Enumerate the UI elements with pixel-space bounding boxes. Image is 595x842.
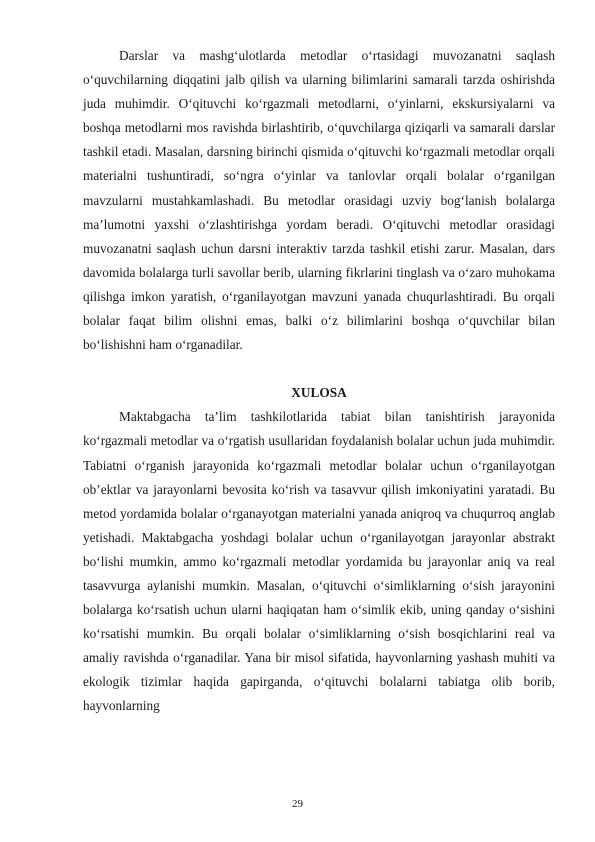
page-body (83, 44, 555, 719)
section-heading: XULOSA (291, 385, 347, 401)
paragraph-spacer (83, 357, 555, 381)
body-paragraph: Maktabgacha ta’lim tashkilotlarida tabiat bilan tanishtirish jarayonida ko‘rgazmali metodlar va o‘rgatish usullaridan foydalanish bolalar uchun juda muhimdir. Tabiatni o‘rganish jarayonida ko‘rgazmali metodlar bolalar uchun o‘rganilayotgan ob’ektlar va jarayonlarni bevosita ko‘rish va tasavvur qilish imkoniyatini yaratadi. Bu metod yordamida bolalar o‘rganayotgan materialni yanada aniqroq va chuqurroq anglab yetishadi. Maktabgacha yoshdagi bolalar uchun o‘rganilayotgan jarayonlar abstrakt bo‘lishi mumkin, ammo ko‘rgazmali metodlar yordamida bu jarayonlar aniq va real tasavvurga aylanishi mumkin. Masalan, o‘qituvchi o‘simliklarning o‘sish jarayonini bolalarga ko‘rsatish uchun ularni haqiqatan ham o‘simlik ekib, uning qanday o‘sishini ko‘rsatishi mumkin. Bu orqali bolalar o‘simliklarning o‘sish bosqichlarini real va amaliy ravishda o‘rganadilar. Yana bir misol sifatida, hayvonlarning yashash muhiti va ekologik tizimlar haqida gapirganda, o‘qituvchi bolalarni tabiatga olib borib, hayvonlarning (83, 409, 555, 714)
body-paragraph: Darslar va mashg‘ulotlarda metodlar o‘rtasidagi muvozanatni saqlash o‘quvchilarning diqqatini jalb qilish va ularning bilimlarini samarali tarzda oshirishda juda muhimdir. O‘qituvchi ko‘rgazmali metodlarni, o‘yinlarni, ekskursiyalarni va boshqa metodlarni mos ravishda birlashtirib, o‘quvchilarga qiziqarli va samarali darslar tashkil etadi. Masalan, darsning birinchi qismida o‘qituvchi ko‘rgazmali metodlar orqali materialni tushuntiradi, so‘ngra o‘yinlar va tanlovlar orqali bolalar o‘rganilgan mavzularni mustahkamlashadi. Bu metodlar orasidagi uzviy bog‘lanish bolalarga ma’lumotni yaxshi o‘zlashtirishga yordam beradi. O‘qituvchi metodlar orasidagi muvozanatni saqlash uchun darsni interaktiv tarzda tashkil etishi zarur. Masalan, dars davomida bolalarga turli savollar berib, ularning fikrlarini tinglash va o‘zaro muhokama qilishga imkon yaratish, o‘rganilayotgan mavzuni yanada chuqurlashtiradi. Bu orqali bolalar faqat bilim olishni emas, balki o‘z bilimlarini boshqa o‘quvchilar bilan bo‘lishishni ham o‘rganadilar. (83, 48, 555, 353)
page-number: 29 (292, 798, 303, 810)
